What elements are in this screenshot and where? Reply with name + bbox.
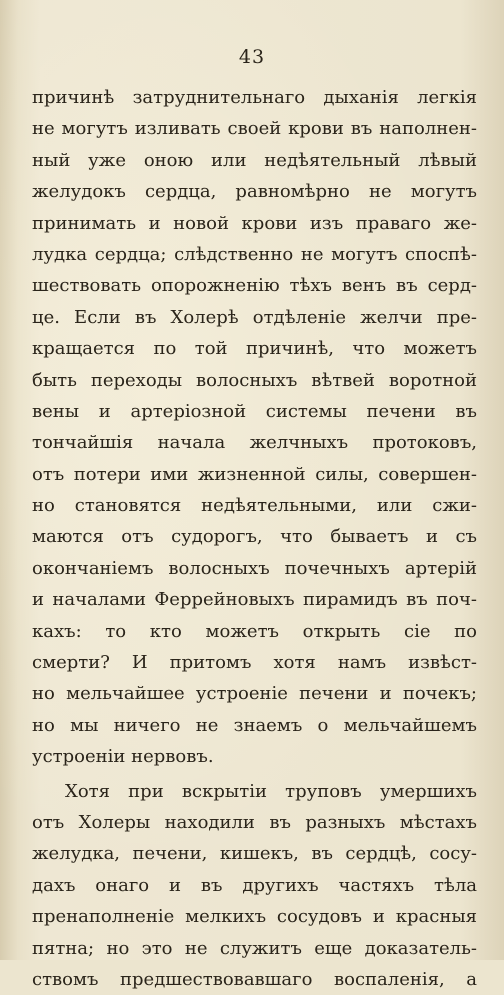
text-line: устроеніи нервовъ. bbox=[32, 746, 214, 768]
paragraph bbox=[32, 82, 477, 773]
text-line: смерти? И притомъ хотя намъ извѣст- bbox=[32, 652, 477, 674]
text-line: лудка сердца; слѣдственно не могутъ споспѣ- bbox=[32, 243, 477, 265]
text-line: це. Если въ Холерѣ отдѣленіе желчи пре- bbox=[32, 306, 477, 328]
text-line: пятна; но это не служитъ еще доказатель- bbox=[32, 937, 477, 959]
text-line: быть переходы волосныхъ вѣтвей воротной bbox=[32, 369, 477, 391]
paragraph bbox=[32, 776, 477, 995]
text-line: желудокъ сердца, равномѣрно не могутъ bbox=[32, 181, 477, 203]
text-line: дахъ онаго и въ другихъ частяхъ тѣла bbox=[32, 874, 477, 896]
text-line: принимать и новой крови изъ праваго же- bbox=[32, 212, 477, 234]
text-line: и началами Феррейновыхъ пирамидъ въ поч- bbox=[32, 589, 477, 611]
text-line: вены и артеріозной системы печени въ bbox=[32, 400, 477, 422]
text-line: но мы ничего не знаемъ о мельчайшемъ bbox=[32, 714, 477, 736]
body-text bbox=[32, 82, 477, 995]
text-line: отъ Холеры находили въ разныхъ мѣстахъ bbox=[32, 811, 477, 833]
text-line: не могутъ изливать своей крови въ наполнен- bbox=[32, 118, 477, 140]
text-line: но становятся недѣятельными, или сжи- bbox=[32, 495, 477, 517]
text-line: кращается по той причинѣ, что можетъ bbox=[32, 338, 477, 360]
text-line: шествовать опорожненію тѣхъ венъ въ серд- bbox=[32, 275, 477, 297]
page-number: 43 bbox=[238, 46, 266, 68]
text-line: кахъ: то кто можетъ открыть сіе по bbox=[32, 620, 477, 642]
text-line: желудка, печени, кишекъ, въ сердцѣ, сосу- bbox=[32, 843, 477, 865]
text-line: ствомъ предшествовавшаго воспаленія, а bbox=[32, 968, 477, 990]
text-line: но мельчайшее устроеніе печени и почекъ; bbox=[32, 683, 477, 705]
text-line: тончайшія начала желчныхъ протоковъ, bbox=[32, 432, 477, 454]
text-line: причинѣ затруднительнаго дыханія легкія bbox=[32, 87, 477, 108]
text-line: пренаполненіе мелкихъ сосудовъ и красныя bbox=[32, 906, 477, 928]
text-line: отъ потери ими жизненной силы, совершен- bbox=[32, 463, 477, 485]
text-line: ный уже оною или недѣятельный лѣвый bbox=[32, 149, 477, 171]
text-line: окончаніемъ волосныхъ почечныхъ артерій bbox=[32, 557, 477, 579]
text-line: маются отъ судорогъ, что бываетъ и съ bbox=[32, 526, 477, 548]
text-line: Хотя при вскрытіи труповъ умершихъ bbox=[65, 780, 477, 802]
